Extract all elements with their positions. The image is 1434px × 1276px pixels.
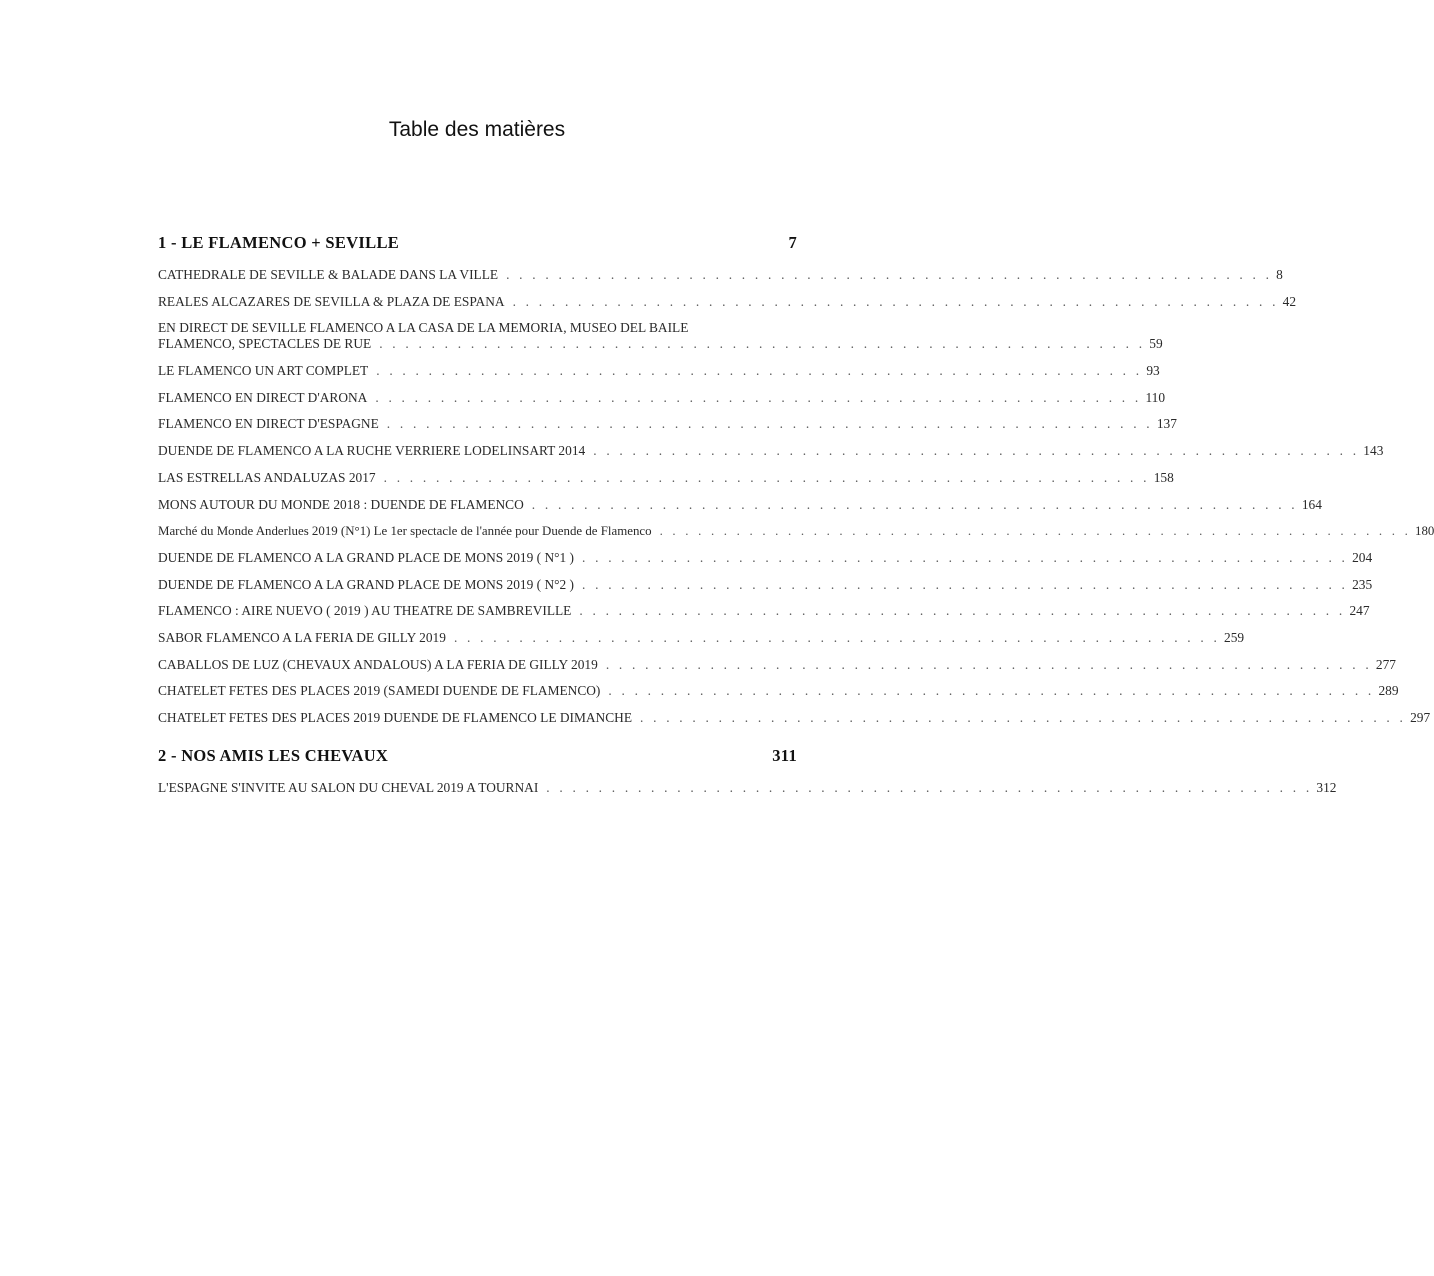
dot-leader: . . . . . . . . . . . . . . . . . . . . . . . . . . . . . . . . . . . . . . . . . . . . . . . . . . . . . . . . . . . <box>383 469 1150 485</box>
toc-entry[interactable] <box>158 576 1373 593</box>
dot-leader: . . . . . . . . . . . . . . . . . . . . . . . . . . . . . . . . . . . . . . . . . . . . . . . . . . . . . . . . . . . <box>376 363 1143 379</box>
chapter-heading[interactable] <box>158 746 797 772</box>
toc-entry-label-continued: FLAMENCO, SPECTACLES DE RUE <box>158 336 372 352</box>
toc-entry-page-number: 259 <box>1224 629 1245 645</box>
dot-leader: . . . . . . . . . . . . . . . . . . . . . . . . . . . . . . . . . . . . . . . . . . . . . . . . . . . . . . . . . . . <box>640 710 1407 725</box>
chapter-label: 1 - LE FLAMENCO + SEVILLE <box>158 233 400 252</box>
toc-entry[interactable] <box>158 549 1373 566</box>
toc-entry-label: MONS AUTOUR DU MONDE 2018 : DUENDE DE FLAMENCO <box>158 496 524 512</box>
dot-leader: . . . . . . . . . . . . . . . . . . . . . . . . . . . . . . . . . . . . . . . . . . . . . . . . . . . . . . . . . . . <box>608 683 1375 699</box>
toc-entry[interactable] <box>158 710 1431 726</box>
toc-entry[interactable] <box>158 629 1245 646</box>
toc-entry-label: Marché du Monde Anderlues 2019 (N°1) Le 1er spectacle de l'année pour Duende de Flamenco <box>158 524 652 539</box>
toc-entry-page-number: 158 <box>1153 469 1174 485</box>
dot-leader: . . . . . . . . . . . . . . . . . . . . . . . . . . . . . . . . . . . . . . . . . . . . . . . . . . . . . . . . . . . <box>506 267 1273 282</box>
page-title: Table des matières <box>388 118 566 141</box>
toc-entry[interactable] <box>158 656 1396 673</box>
toc-entry[interactable] <box>158 469 1174 486</box>
chapter-heading[interactable] <box>158 233 797 259</box>
toc-entry-label: CHATELET FETES DES PLACES 2019 DUENDE DE FLAMENCO LE DIMANCHE <box>158 710 632 725</box>
chapter-page-number: 311 <box>772 746 797 765</box>
toc-entry-page-number: 180 <box>1415 524 1434 539</box>
toc-entry-label: FLAMENCO EN DIRECT D'ARONA <box>158 389 368 405</box>
dot-leader: . . . . . . . . . . . . . . . . . . . . . . . . . . . . . . . . . . . . . . . . . . . . . . . . . . . . . . . . . . . <box>582 549 1349 565</box>
toc-entry-label: EN DIRECT DE SEVILLE FLAMENCO A LA CASA DE LA MEMORIA, MUSEO DEL BAILE <box>158 320 689 336</box>
toc-entry-page-number: 8 <box>1276 267 1283 282</box>
toc-entry-label: LAS ESTRELLAS ANDALUZAS 2017 <box>158 469 376 485</box>
toc-entry-page-number: 143 <box>1363 443 1384 459</box>
toc-entry[interactable] <box>158 683 1399 699</box>
toc-entry[interactable] <box>158 780 1337 796</box>
toc-entry[interactable] <box>158 363 1160 379</box>
dot-leader: . . . . . . . . . . . . . . . . . . . . . . . . . . . . . . . . . . . . . . . . . . . . . . . . . . . . . . . . . . . <box>582 576 1349 592</box>
toc-entry-label: FLAMENCO : AIRE NUEVO ( 2019 ) AU THEATRE DE SAMBREVILLE <box>158 603 572 619</box>
dot-leader: . . . . . . . . . . . . . . . . . . . . . . . . . . . . . . . . . . . . . . . . . . . . . . . . . . . . . . . . . . . <box>512 293 1279 309</box>
toc-entry-label: DUENDE DE FLAMENCO A LA GRAND PLACE DE MONS 2019 ( N°2 ) <box>158 576 575 592</box>
toc-entry-page-number: 297 <box>1410 710 1431 725</box>
toc-entry-label: DUENDE DE FLAMENCO A LA GRAND PLACE DE MONS 2019 ( N°1 ) <box>158 549 575 565</box>
dot-leader: . . . . . . . . . . . . . . . . . . . . . . . . . . . . . . . . . . . . . . . . . . . . . . . . . . . . . . . . . . . <box>386 416 1153 432</box>
toc-entry-label: LE FLAMENCO UN ART COMPLET <box>158 363 369 379</box>
toc-entry[interactable] <box>158 267 1283 283</box>
dot-leader: . . . . . . . . . . . . . . . . . . . . . . . . . . . . . . . . . . . . . . . . . . . . . . . . . . . . . . . . . . . <box>546 780 1313 795</box>
dot-leader: . . . . . . . . . . . . . . . . . . . . . . . . . . . . . . . . . . . . . . . . . . . . . . . . . . . . . . . . . . . <box>453 629 1221 645</box>
toc-entry-label: L'ESPAGNE S'INVITE AU SALON DU CHEVAL 2019 A TOURNAI <box>158 780 539 795</box>
dot-leader: . . . . . . . . . . . . . . . . . . . . . . . . . . . . . . . . . . . . . . . . . . . . . . . . . . . . . . . . . . . <box>659 524 1412 539</box>
toc-entry-page-number: 247 <box>1349 603 1370 619</box>
toc-entry-page-number: 289 <box>1378 683 1399 699</box>
toc-entry-page-number: 235 <box>1352 576 1373 592</box>
toc-entry-page-number: 164 <box>1301 496 1322 512</box>
toc-entry-page-number: 93 <box>1146 363 1160 379</box>
toc-entry-label: SABOR FLAMENCO A LA FERIA DE GILLY 2019 <box>158 629 446 645</box>
toc-entry-label: FLAMENCO EN DIRECT D'ESPAGNE <box>158 416 379 432</box>
toc-entry[interactable] <box>158 416 1177 432</box>
toc-entry-label: CATHEDRALE DE SEVILLE & BALADE DANS LA VILLE <box>158 267 499 282</box>
dot-leader: . . . . . . . . . . . . . . . . . . . . . . . . . . . . . . . . . . . . . . . . . . . . . . . . . . . . . . . . . . . <box>375 389 1142 405</box>
chapter-page-number: 7 <box>788 233 797 252</box>
toc-entry-page-number: 204 <box>1352 549 1373 565</box>
dot-leader: . . . . . . . . . . . . . . . . . . . . . . . . . . . . . . . . . . . . . . . . . . . . . . . . . . . . . . . . . . . <box>379 336 1146 352</box>
dot-leader: . . . . . . . . . . . . . . . . . . . . . . . . . . . . . . . . . . . . . . . . . . . . . . . . . . . . . . . . . . . <box>593 443 1360 459</box>
toc-entry[interactable] <box>158 293 1297 310</box>
toc-entry-page-number: 42 <box>1282 293 1297 309</box>
toc-entry[interactable] <box>158 496 1322 513</box>
toc-entry-page-number: 312 <box>1316 780 1337 795</box>
toc-entry-page-number: 277 <box>1375 656 1396 672</box>
toc-entry-page-number: 59 <box>1149 336 1163 352</box>
toc-entry[interactable] <box>158 523 1434 539</box>
chapter-label: 2 - NOS AMIS LES CHEVAUX <box>158 746 389 765</box>
table-of-contents <box>158 233 1434 807</box>
dot-leader: . . . . . . . . . . . . . . . . . . . . . . . . . . . . . . . . . . . . . . . . . . . . . . . . . . . . . . . . . . . <box>605 656 1372 672</box>
toc-entry-page-number: 137 <box>1156 416 1177 432</box>
dot-leader: . . . . . . . . . . . . . . . . . . . . . . . . . . . . . . . . . . . . . . . . . . . . . . . . . . . . . . . . . . . <box>531 496 1298 512</box>
toc-entry[interactable] <box>158 443 1384 459</box>
toc-entry-label: CABALLOS DE LUZ (CHEVAUX ANDALOUS) A LA FERIA DE GILLY 2019 <box>158 656 598 672</box>
toc-entry[interactable] <box>158 603 1370 619</box>
toc-entry-page-number: 110 <box>1145 389 1166 405</box>
toc-entry-label: REALES ALCAZARES DE SEVILLA & PLAZA DE ESPANA <box>158 293 505 309</box>
toc-entry[interactable] <box>158 389 1166 406</box>
toc-entry-label: DUENDE DE FLAMENCO A LA RUCHE VERRIERE LODELINSART 2014 <box>158 443 586 459</box>
toc-entry[interactable] <box>158 320 1163 352</box>
toc-entry-label: CHATELET FETES DES PLACES 2019 (SAMEDI DUENDE DE FLAMENCO) <box>158 683 601 699</box>
dot-leader: . . . . . . . . . . . . . . . . . . . . . . . . . . . . . . . . . . . . . . . . . . . . . . . . . . . . . . . . . . . <box>579 603 1346 619</box>
